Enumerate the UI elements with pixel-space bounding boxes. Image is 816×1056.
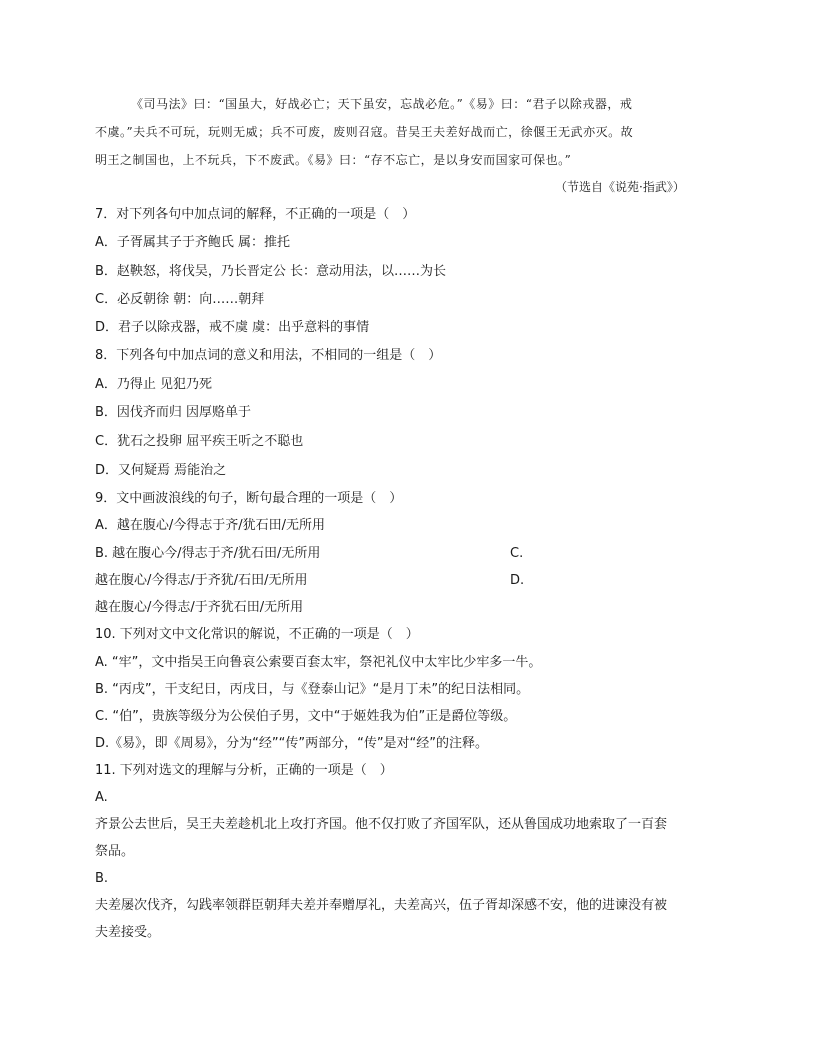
q11-option-a-line2: 祭品。 — [95, 844, 135, 859]
q11-option-a-line1: 齐景公去世后，吴王夫差趁机北上攻打齐国。他不仅打败了齐国军队，还从鲁国成功地索取了一百套 — [95, 817, 668, 832]
q8-stem: 8．下列各句中加点词的意义和用法，不相同的一组是（ ） — [95, 348, 442, 363]
passage-line-1: 《司马法》曰：“国虽大，好战必亡；天下虽安，忘战必危。”《易》曰：“君子以除戎器，戒 — [131, 97, 633, 111]
q11-option-b-line2: 夫差接受。 — [95, 925, 161, 940]
passage-source: （节选自《说苑·指武》） — [555, 180, 685, 194]
q11-option-b-line1: 夫差屡次伐齐，勾践率领群臣朝拜夫差并奉赠厚礼，夫差高兴，伍子胥却深感不安，他的进谏没有被 — [95, 898, 668, 913]
passage-line-3: 明王之制国也，上不玩兵，下不废武。《易》曰：“存不忘亡，是以身安而国家可保也。” — [95, 153, 572, 167]
q10-stem: 10. 下列对文中文化常识的解说，不正确的一项是（ ） — [95, 627, 419, 642]
q8-option-a: A．乃得止 见犯乃死 — [95, 377, 213, 392]
q7-option-b: B．赵鞅怒，将伐吴，乃长晋定公 长：意动用法，以……为长 — [95, 264, 447, 279]
q8-option-c: C．犹石之投卵 屈平疾王听之不聪也 — [95, 434, 304, 449]
q9-option-d-label: D. — [510, 573, 525, 588]
q7-stem: 7．对下列各句中加点词的解释，不正确的一项是（ ） — [95, 207, 416, 222]
q10-option-a: A. “牢”，文中指吴王向鲁哀公索要百套太牢，祭祀礼仪中太牢比少牢多一牛。 — [95, 655, 542, 670]
q11-option-b-label: B. — [95, 871, 109, 886]
q11-option-a-label: A. — [95, 790, 108, 805]
q9-option-a: A．越在腹心/今得志于齐/犹石田/无所用 — [95, 518, 326, 533]
q7-option-d: D．君子以除戎器，戒不虞 虞：出乎意料的事情 — [95, 320, 370, 335]
q7-option-c: C．必反朝徐 朝：向……朝拜 — [95, 292, 265, 307]
q11-stem: 11. 下列对选文的理解与分析，正确的一项是（ ） — [95, 763, 393, 778]
q10-option-c: C. “伯”，贵族等级分为公侯伯子男，文中“于姬姓我为伯”正是爵位等级。 — [95, 709, 517, 724]
q9-option-b: B. 越在腹心今/得志于齐/犹石田/无所用 — [95, 546, 321, 561]
q10-option-d: D.《易》，即《周易》，分为“经”“传”两部分，“传”是对“经”的注释。 — [95, 736, 489, 751]
q8-option-d: D．又何疑焉 焉能治之 — [95, 463, 227, 478]
q8-option-b: B．因伐齐而归 因厚赂单于 — [95, 405, 252, 420]
passage-line-2: 不虞。”夫兵不可玩，玩则无威；兵不可废，废则召寇。昔吴王夫差好战而亡，徐偃王无武亦灭。故 — [95, 125, 634, 139]
q7-option-a: A．子胥属其子于齐鲍氏 属：推托 — [95, 235, 291, 250]
q9-option-c: 越在腹心/今得志/于齐犹/石田/无所用 — [95, 573, 308, 588]
q9-stem: 9．文中画波浪线的句子，断句最合理的一项是（ ） — [95, 491, 403, 506]
q9-option-c-label: C. — [510, 546, 524, 561]
q9-option-d: 越在腹心/今得志/于齐犹石田/无所用 — [95, 600, 304, 615]
q10-option-b: B. “丙戌”，干支纪日，丙戌日，与《登泰山记》“是月丁未”的纪日法相同。 — [95, 682, 530, 697]
